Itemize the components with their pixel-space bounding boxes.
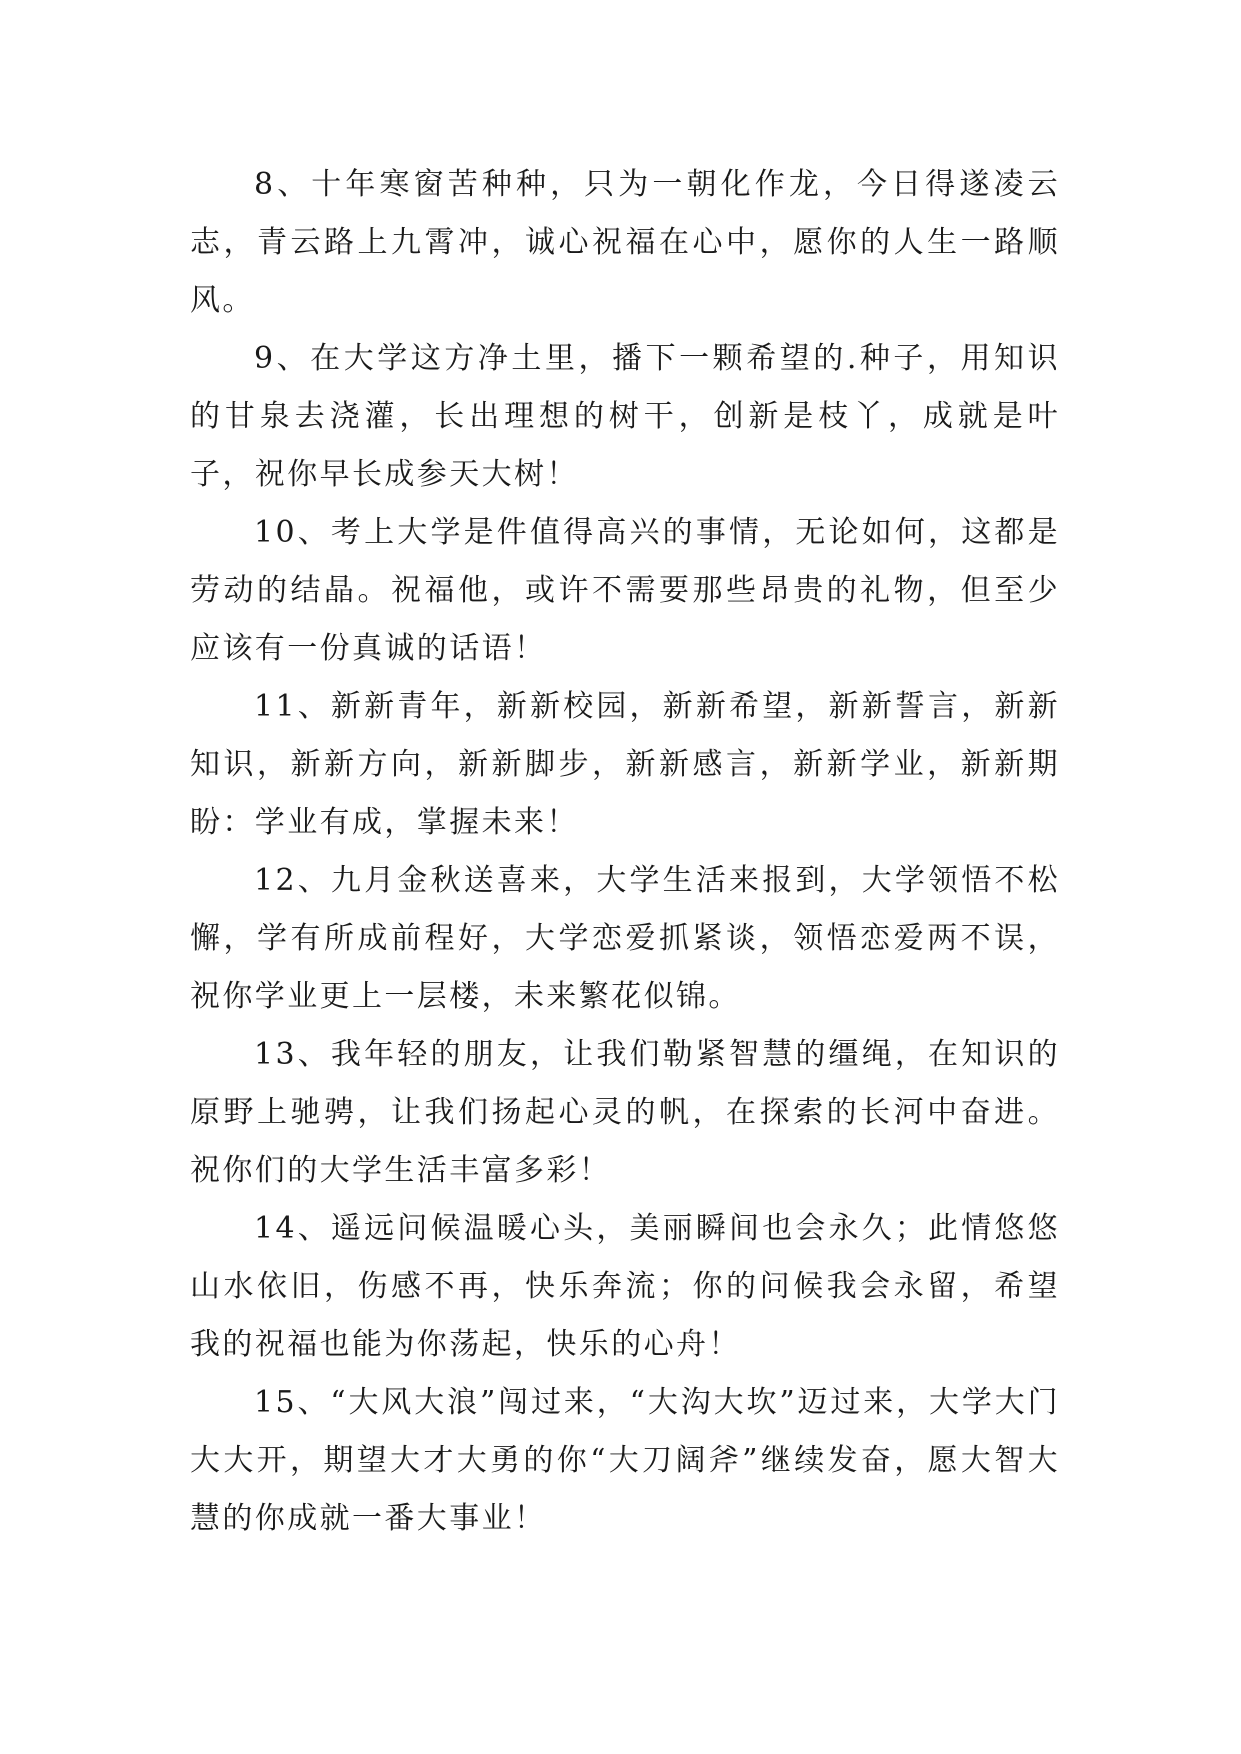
paragraph-13: 13、我年轻的朋友，让我们勒紧智慧的缰绳，在知识的原野上驰骋，让我们扬起心灵的帆，在探索的长河中奋进。祝你们的大学生活丰富多彩！ xyxy=(190,1037,1060,1188)
paragraph-8: 8、十年寒窗苦种种，只为一朝化作龙，今日得遂凌云志，青云路上九霄冲，诚心祝福在心中，愿你的人生一路顺风。 xyxy=(190,167,1060,318)
paragraph-9: 9、在大学这方净土里，播下一颗希望的.种子，用知识的甘泉去浇灌，长出理想的树干，创新是枝丫，成就是叶子，祝你早长成参天大树！ xyxy=(190,341,1060,492)
paragraph-15: 15、“大风大浪”闯过来，“大沟大坎”迈过来，大学大门大大开，期望大才大勇的你“大刀阔斧”继续发奋，愿大智大慧的你成就一番大事业！ xyxy=(190,1385,1060,1536)
paragraph-10: 10、考上大学是件值得高兴的事情，无论如何，这都是劳动的结晶。祝福他，或许不需要那些昂贵的礼物，但至少应该有一份真诚的话语！ xyxy=(190,515,1060,666)
paragraph-12: 12、九月金秋送喜来，大学生活来报到，大学领悟不松懈，学有所成前程好，大学恋爱抓紧谈，领悟恋爱两不误，祝你学业更上一层楼，未来繁花似锦。 xyxy=(190,863,1060,1014)
document-body xyxy=(190,156,1060,1548)
paragraph-11: 11、新新青年，新新校园，新新希望，新新誓言，新新知识，新新方向，新新脚步，新新感言，新新学业，新新期盼：学业有成，掌握未来！ xyxy=(190,689,1060,840)
paragraph-14: 14、遥远问候温暖心头，美丽瞬间也会永久；此情悠悠山水依旧，伤感不再，快乐奔流；你的问候我会永留，希望我的祝福也能为你荡起，快乐的心舟！ xyxy=(190,1211,1060,1362)
